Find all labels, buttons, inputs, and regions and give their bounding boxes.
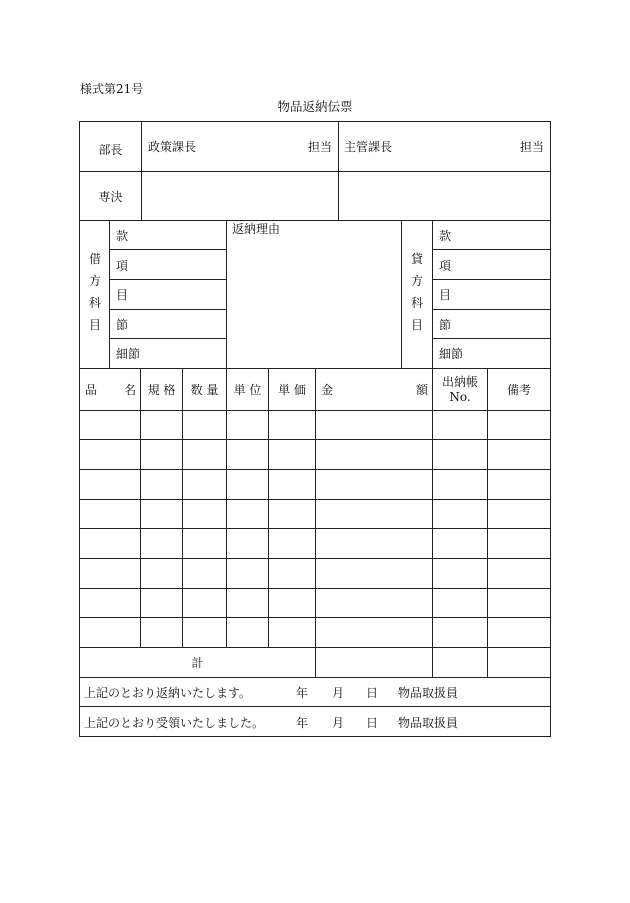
col-biko: 備考 bbox=[506, 383, 531, 397]
seisaku-kacho-label: 政策課長 bbox=[148, 140, 197, 154]
footer-receipt-year: 年 bbox=[296, 716, 309, 730]
debit-setsu: 節 bbox=[116, 318, 129, 332]
total-label: 計 bbox=[191, 656, 204, 670]
credit-saisetsu: 細節 bbox=[439, 347, 464, 361]
footer-return-year: 年 bbox=[296, 686, 309, 700]
col-mei: 名 bbox=[124, 383, 137, 397]
footer-receipt-staff: 物品取扱員 bbox=[398, 716, 459, 730]
col-suryo: 数 量 bbox=[190, 383, 219, 397]
col-tanka: 単 価 bbox=[278, 383, 306, 397]
col-shutsunocho-no: No. bbox=[449, 390, 471, 404]
footer-return-day: 日 bbox=[366, 686, 379, 700]
debit-moku: 目 bbox=[116, 288, 129, 302]
bucho-label: 部長 bbox=[98, 143, 123, 157]
col-tani: 単 位 bbox=[233, 383, 262, 397]
col-kin: 金 bbox=[321, 383, 334, 397]
return-reason-label: 返納理由 bbox=[232, 222, 281, 236]
debit-ko: 項 bbox=[116, 259, 129, 273]
footer-return-staff: 物品取扱員 bbox=[398, 686, 459, 700]
debit-kan: 款 bbox=[116, 229, 129, 243]
credit-kan: 款 bbox=[439, 229, 452, 243]
credit-ko: 項 bbox=[439, 259, 452, 273]
form-number: 様式第21号 bbox=[80, 82, 144, 96]
credit-setsu: 節 bbox=[439, 318, 452, 332]
senketsu-label: 専決 bbox=[98, 190, 123, 204]
footer-receipt-day: 日 bbox=[366, 716, 379, 730]
credit-moku: 目 bbox=[439, 288, 452, 302]
footer-receipt-month: 月 bbox=[332, 716, 345, 730]
col-gaku: 額 bbox=[416, 383, 429, 397]
footer-return-text: 上記のとおり返納いたします。 bbox=[84, 686, 252, 700]
tanto-label-2: 担当 bbox=[520, 140, 545, 154]
debit-account-label: 借方科目 bbox=[88, 252, 101, 332]
col-hin: 品 bbox=[85, 383, 98, 397]
col-shutsunocho: 出納帳 bbox=[441, 375, 478, 389]
debit-saisetsu: 細節 bbox=[116, 347, 141, 361]
shukan-kacho-label: 主管課長 bbox=[344, 140, 393, 154]
footer-receipt-text: 上記のとおり受領いたしました。 bbox=[84, 716, 265, 730]
footer-return-month: 月 bbox=[332, 686, 345, 700]
credit-account-label: 貸方科目 bbox=[410, 252, 423, 332]
form-title: 物品返納伝票 bbox=[277, 99, 353, 114]
col-kikaku: 規 格 bbox=[147, 383, 176, 397]
tanto-label-1: 担当 bbox=[308, 140, 333, 154]
